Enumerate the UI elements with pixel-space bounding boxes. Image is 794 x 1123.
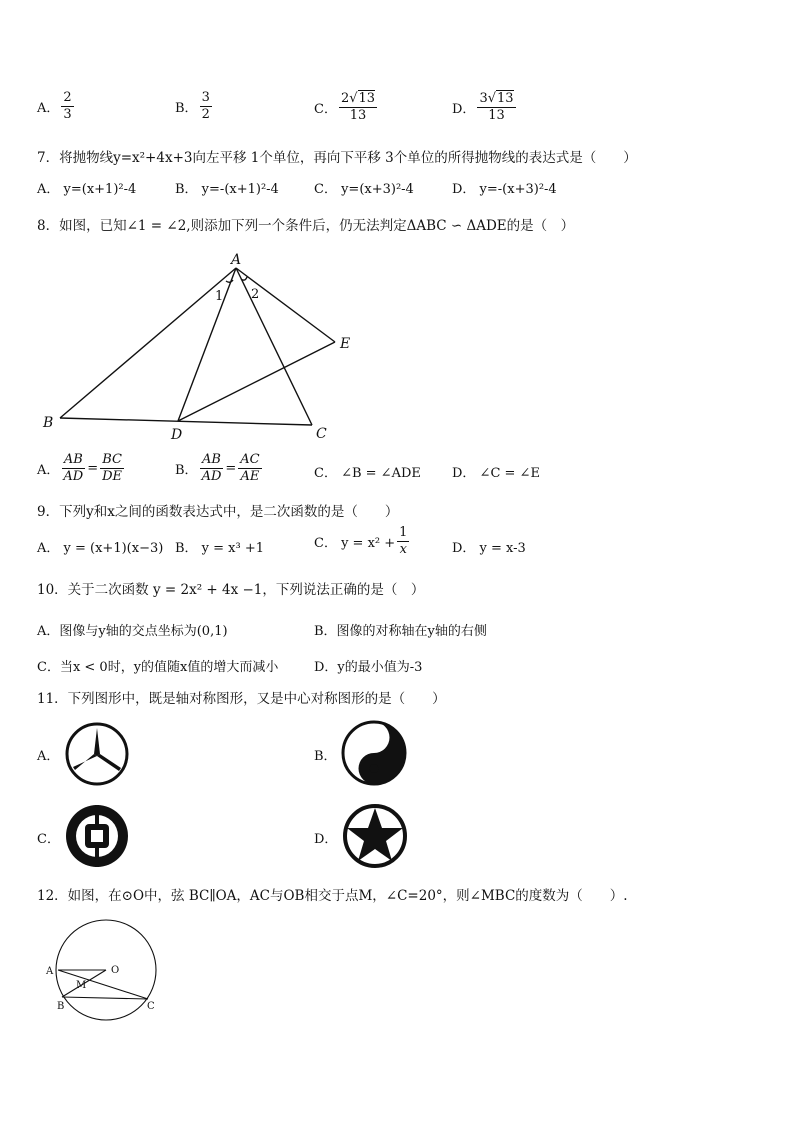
q7-option-d: D． y=-(x+3)²-4 [452,182,557,197]
label-c: C [316,426,327,442]
label-a: A [231,252,242,268]
label-a: A [46,966,54,977]
q6-option-a: A． $\frac{2}{3}$ [37,90,72,122]
sqrt-sign: √ 13 [349,91,376,106]
yin-yang-icon [340,718,410,788]
angle-2-arc [241,277,247,280]
label-o: O [111,965,120,976]
segment-bc [60,418,312,425]
equals-sign: = [87,461,99,476]
q10-stem: 10．关于二次函数 y = 2x² + 4x −1，下列说法正确的是（ ） [37,582,425,598]
q9-stem: 9．下列y和x之间的函数表达式中，是二次函数的是（ ） [37,504,399,520]
q6-option-a-fraction: $\frac{2}{3}$ [63,90,72,122]
segment-bc [62,997,148,999]
label-e: E [340,336,351,352]
equals-sign: = [225,461,237,476]
label-angle-1: 1 [215,289,224,304]
sqrt-sign: √ 13 [487,91,514,106]
q11-stem: 11．下列图形中，既是轴对称图形，又是中心对称图形的是（ ） [37,691,446,707]
q8-option-b: B． $\frac{AB}{AD}$ = $\frac{AC}{AE}$ [175,452,260,484]
segment-ae [236,268,335,342]
q12-circle-figure [38,915,168,1025]
angle-1-arc [226,280,233,282]
q11-option-c: C． [37,832,60,847]
q9-option-a: A． y = (x+1)(x−3) [37,541,164,556]
q10-option-c: C．当x < 0时，y的值随x值的增大而减小 [37,660,279,675]
q10-option-d: D．y的最小值为-3 [314,660,423,675]
q9-option-d: D． y = x-3 [452,541,526,556]
q12-stem: 12．如图，在⊙O中，弦 BC∥OA，AC与OB相交于点M，∠C=20°，则∠MBC的度数为（ ）. [37,888,628,904]
q8-option-a: A． $\frac{AB}{AD}$ = $\frac{BC}{DE}$ [37,452,123,484]
star-in-circle-icon [340,801,412,871]
q10-option-b: B．图像的对称轴在y轴的右侧 [314,624,487,639]
q6-option-d: D． 3√ 13 13 [452,91,514,123]
q7-option-b: B． y=-(x+1)²-4 [175,182,279,197]
label-d: D [171,427,183,443]
q6-option-b-fraction: $\frac{3}{2}$ [201,90,210,122]
q11-option-b: B． [314,749,337,764]
q7-stem: 7．将抛物线y=x²+4x+3向左平移 1个单位，再向下平移 3个单位的所得抛物线的表达式是（ ） [37,150,637,166]
q9-option-c: C． y = x² + $\frac{1}{x}$ [314,525,408,557]
segment-de [178,342,335,421]
segment-ab [60,268,236,418]
segment-ad [178,268,236,421]
segment-ac [236,268,312,425]
q6-option-c: C． 2√ 13 13 [314,91,376,123]
q8-option-d: D． ∠C = ∠E [452,466,540,481]
label-c: C [147,1001,155,1012]
label-angle-2: 2 [251,287,260,302]
segment-ac [58,970,148,999]
q6-option-c-fraction: 2√ 13 13 [340,91,376,123]
q8-option-c: C． ∠B = ∠ADE [314,466,421,481]
q9-option-b: B． y = x³ +1 [175,541,265,556]
q8-stem: 8．如图，已知∠1 = ∠2,则添加下列一个条件后，仍无法判定ΔABC ∽ ΔADE的是（ ） [37,218,575,234]
q6-option-b: B． $\frac{3}{2}$ [175,90,210,122]
label-b: B [57,1001,65,1012]
q6-option-d-fraction: 3√ 13 13 [479,91,514,123]
q7-option-a: A． y=(x+1)²-4 [37,182,137,197]
mercedes-logo-icon [64,720,134,788]
q7-option-c: C． y=(x+3)²-4 [314,182,414,197]
q11-option-d: D． [314,832,338,847]
label-b: B [43,415,54,431]
bank-coin-logo-icon [64,801,134,871]
q11-option-a: A． [37,749,60,764]
q10-option-a: A．图像与y轴的交点坐标为(0,1) [37,624,228,639]
q8-triangle-figure [40,248,370,448]
label-m: M [76,980,87,991]
